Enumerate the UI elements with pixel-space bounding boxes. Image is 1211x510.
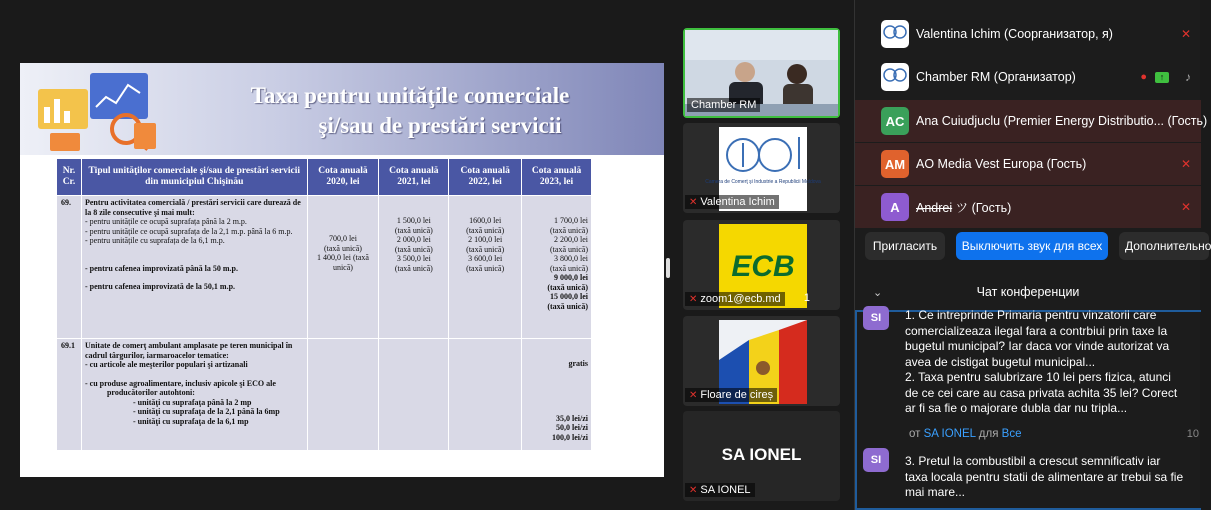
mic-muted-icon[interactable]: ✕: [1180, 157, 1191, 171]
cell-value: (taxă unică): [547, 301, 588, 311]
list-item: - pentru cafeneа improvizată de la 50,1 m.p.: [84, 282, 236, 291]
list-item: - pentru unitățile ce ocupă suprafața de la 2,1 m.p. până la 6 m.p.: [84, 226, 293, 236]
participant-label: [685, 483, 755, 497]
mic-muted-icon: ✕: [689, 484, 698, 496]
participant-row[interactable]: [855, 143, 1201, 185]
chat-message: 3. Pretul la combustibil a crescut semnificativ iar taxa locala pentru statii de alimentare ar trebui sa fie mai mare...: [905, 454, 1184, 499]
participant-name: [916, 198, 1011, 216]
meta-from: от: [909, 428, 924, 440]
slide-title: [170, 81, 650, 141]
cell-value: 1 700,0 lei: [554, 216, 588, 225]
table-row: [57, 196, 592, 339]
mic-muted-icon: ✕: [689, 389, 698, 401]
logo-caption: Camera de Comerţ şi Industrie a Republicii Moldova: [705, 179, 821, 185]
cell-value: 2 100,0 lei: [468, 235, 503, 244]
screen-share-icon[interactable]: ↑: [1155, 72, 1169, 83]
message-meta: [909, 428, 1021, 440]
cell-value: 3 600,0 lei: [468, 254, 503, 263]
col-header-2022: Cota anuală 2022, lei: [449, 159, 522, 196]
participant-name: Valentina Ichim (Соорганизатор, я): [916, 27, 1113, 41]
chat-header: [855, 277, 1201, 307]
participant-row[interactable]: [855, 56, 1201, 98]
cell-value: (taxă unică): [547, 282, 588, 292]
chat-message: 1. Ce intreprinde Primaria pentru vinzatorii care comercializeaza ilegal fara a contrbiui prin taxe la bugetul municipal? Iar daca vor vinde autorizat va avea de cistigat bugetul municipal... 2. Taxa pentru salubrizare 10 lei pers fizica, atunci de ce cei care au casa privata achita 35 lei? Corect ar fi sa fie o majorare dubla dar nu tripla...: [905, 308, 1178, 415]
cell-value: 3 500,0 lei: [396, 254, 431, 263]
cell-value: (taxă unică): [394, 263, 433, 273]
mic-muted-icon[interactable]: ✕: [1180, 27, 1191, 41]
cell-value: 35,0 lei/zi: [556, 413, 588, 423]
cell-value: 100,0 lei/zi: [552, 432, 588, 442]
participant-name-strike: Andrei: [916, 201, 953, 215]
fee-table: [56, 158, 592, 451]
cell-2020: [307, 339, 379, 451]
cell-value: (taxă unică): [466, 225, 505, 235]
chamber-logo-icon: [881, 20, 909, 48]
cell-value: 1600,0 lei: [469, 216, 502, 225]
mute-all-button[interactable]: Выключить звук для всех: [956, 232, 1108, 260]
slide-title-line1: Taxa pentru unităţile comerciale: [250, 83, 570, 108]
participant-name-rest: ツ (Гость): [952, 201, 1012, 215]
cell-value: 50,0 lei/zi: [556, 423, 588, 432]
cell-value: 1 500,0 lei: [396, 216, 431, 225]
cell-2022: [449, 339, 522, 451]
mic-icon[interactable]: ♪: [1185, 70, 1191, 84]
cell-2023: [522, 339, 592, 451]
participant-name: Ana Cuiudjuclu (Premier Energy Distributio... (Гость): [916, 114, 1208, 128]
participant-name: Chamber RM (Организатор): [916, 70, 1076, 84]
cell-2022: [449, 196, 522, 339]
cell-2020: [307, 196, 379, 339]
col-header-nr: Nr. Cr.: [57, 159, 82, 196]
participant-row[interactable]: [855, 186, 1201, 228]
participant-label: [685, 195, 779, 209]
cell-value: (taxă unică): [466, 263, 505, 273]
list-item: - unităţi cu suprafaţa până la 2 mp: [132, 397, 252, 407]
participant-row[interactable]: [855, 13, 1201, 55]
message-time: 10: [1186, 428, 1199, 440]
cell-value: 1 400,0 lei (taxă: [316, 253, 369, 262]
message-sender[interactable]: SA IONEL: [923, 428, 976, 440]
video-tile-chamber[interactable]: [683, 28, 840, 118]
analytics-illustration: [30, 67, 170, 153]
list-item: - pentru unitățile cu suprafața de la 6,1 m.p.: [84, 236, 225, 245]
row-number: 69.: [57, 196, 82, 339]
row-description: [81, 196, 307, 339]
avatar: A: [881, 193, 909, 221]
participant-label: [685, 292, 785, 306]
cell-value: (taxă unică): [394, 225, 433, 235]
video-tile-zoom1[interactable]: [683, 220, 840, 310]
list-item: - cu articole ale meşterilor populari şi artizanali: [84, 360, 248, 369]
participant-name: Floare de cireș: [700, 389, 774, 401]
chevron-down-icon[interactable]: ⌄: [873, 286, 883, 299]
participant-name: Valentina Ichim: [700, 196, 775, 208]
cell-value: (taxă unică): [323, 243, 362, 253]
presentation-slide: [20, 63, 664, 477]
video-tile-valentina[interactable]: [683, 123, 840, 213]
cell-value: (taxă unică): [550, 225, 588, 235]
avatar: [881, 63, 909, 91]
cell-value: 3 800,0 lei: [554, 254, 588, 263]
avatar: SI: [863, 448, 889, 472]
resize-handle[interactable]: [666, 258, 670, 278]
list-item: - unităţi cu suprafaţa de la 6,1 mp: [132, 416, 249, 426]
cell-value: 700,0 lei: [328, 234, 357, 243]
cell-2023: [522, 196, 592, 339]
ecb-logo-text: ECB: [731, 250, 795, 283]
chat-messages[interactable]: [855, 310, 1201, 510]
chamber-logo-icon: [881, 63, 909, 91]
participant-display-name: SA IONEL: [721, 445, 802, 464]
participant-label: [685, 388, 777, 402]
cell-2021: [379, 339, 449, 451]
row-number: 69.1: [57, 339, 82, 451]
cell-value: 15 000,0 lei: [550, 292, 588, 301]
participant-name: AO Media Vest Europa (Гость): [916, 157, 1087, 171]
slide-title-line2: şi/sau de prestări servicii: [318, 113, 562, 138]
participant-row[interactable]: [855, 100, 1208, 142]
cell-value: 9 000,0 lei: [554, 273, 588, 282]
participant-name: zoom1@ecb.md: [700, 293, 781, 305]
col-header-2023: Cota anuală 2023, lei: [522, 159, 592, 196]
avatar: SI: [863, 306, 889, 330]
col-header-2020: Cota anuală 2020, lei: [307, 159, 379, 196]
avatar: AC: [881, 107, 909, 135]
video-tile-floare[interactable]: [683, 316, 840, 406]
participant-label: [687, 98, 760, 112]
cell-value: 2 000,0 lei: [396, 235, 431, 244]
participant-name: SA IONEL: [700, 484, 751, 496]
list-item: - pentru cafeneа improvizată până la 50 m.p.: [84, 263, 238, 273]
participant-count: 1: [803, 292, 810, 304]
video-off-icon[interactable]: ●: [1140, 71, 1147, 83]
table-header-row: [57, 159, 592, 196]
more-button[interactable]: Дополнительно: [1119, 232, 1209, 260]
cell-value: (taxă unică): [550, 244, 588, 254]
list-item: - cu produse agroalimentare, inclusiv apicole şi ECO ale producătorilor autohtoni:: [84, 378, 276, 397]
col-header-2021: Cota anuală 2021, lei: [379, 159, 449, 196]
cell-value: (taxă unică): [466, 244, 505, 254]
avatar: AM: [881, 150, 909, 178]
slide-header: [20, 63, 664, 155]
participant-name: Chamber RM: [691, 99, 757, 111]
col-header-type: Tipul unităţilor comerciale şi/sau de prestări servicii din municipiul Chişinău: [81, 159, 307, 196]
cell-value: unică): [332, 262, 353, 272]
row-description: [81, 339, 307, 451]
cell-2021: [379, 196, 449, 339]
list-item: - unităţi cu suprafaţa de la 2,1 până la 6mp: [132, 407, 280, 416]
invite-button[interactable]: Пригласить: [865, 232, 945, 260]
meta-to: для: [975, 428, 1002, 440]
row-intro: Unitate de comerţ ambulant amplasate pe teren municipal în cadrul târgurilor, iarmaroacelor tematice:: [84, 341, 293, 360]
cell-value: (taxă unică): [550, 263, 588, 273]
list-item: - pentru unitățile ce ocupă suprafața până la 2 m.p.: [84, 217, 247, 226]
side-panel: [854, 0, 1211, 510]
video-tile-saionel[interactable]: [683, 411, 840, 501]
avatar: [881, 20, 909, 48]
mic-muted-icon: ✕: [689, 196, 698, 208]
cell-value: 2 200,0 lei: [554, 235, 588, 244]
mic-muted-icon: ✕: [689, 293, 698, 305]
cell-value: (taxă unică): [394, 244, 433, 254]
row-intro: Pentru activitatea comercială / prestări servicii care durează de la 8 zile consecutive şi mai mult:: [84, 198, 301, 217]
mic-muted-icon[interactable]: ✕: [1180, 200, 1191, 214]
cell-value: gratis: [568, 359, 588, 368]
participants-action-bar: [855, 232, 1211, 262]
chat-title: Чат конференции: [976, 285, 1080, 299]
message-recipient[interactable]: Все: [1001, 428, 1022, 440]
table-row: [57, 339, 592, 451]
